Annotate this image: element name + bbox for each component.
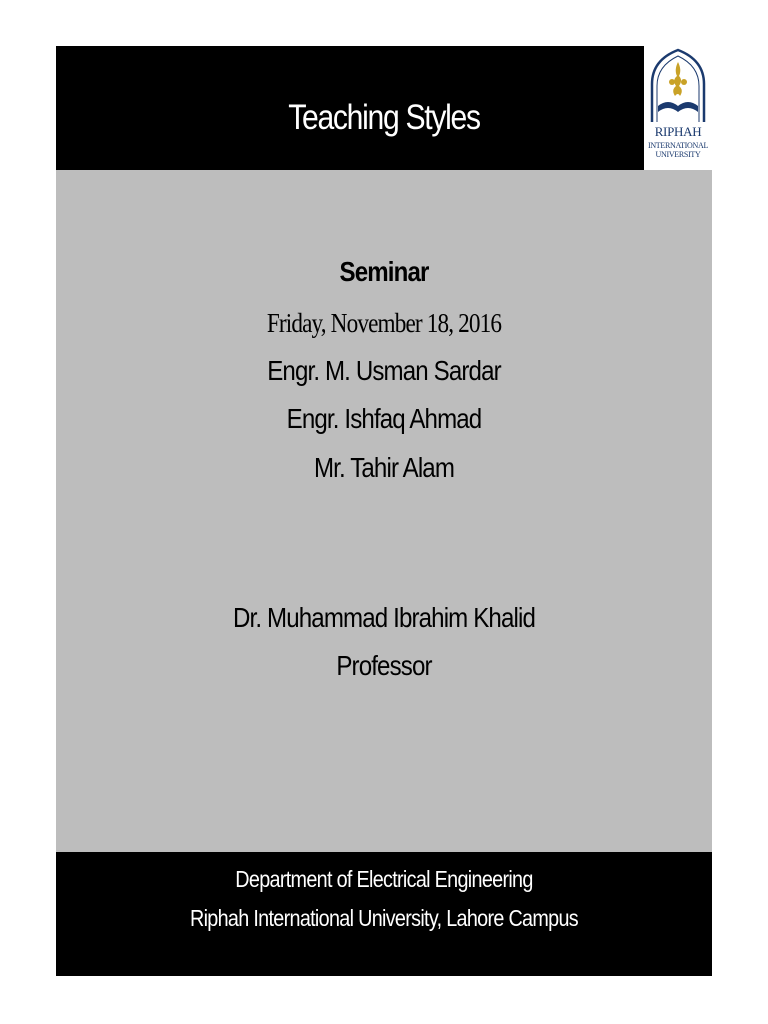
supervisor-name: Dr. Muhammad Ibrahim Khalid xyxy=(233,602,535,633)
event-date: Friday, November 18, 2016 xyxy=(266,308,502,338)
footer-band xyxy=(56,852,712,976)
logo-line-2: UNIVERSITY xyxy=(655,150,701,159)
presenter-2: Engr. Ishfaq Ahmad xyxy=(286,403,482,434)
presenter-3: Mr. Tahir Alam xyxy=(313,452,455,483)
header-band xyxy=(56,46,712,170)
logo-name: RIPHAH xyxy=(654,124,702,139)
event-type: Seminar xyxy=(339,256,429,287)
slide-title: Teaching Styles xyxy=(288,98,480,137)
department-name: Department of Electrical Engineering xyxy=(235,866,533,892)
supervisor-title: Professor xyxy=(336,650,432,681)
logo-line-1: INTERNATIONAL xyxy=(647,141,709,150)
institution-name: Riphah International University, Lahore Campus xyxy=(190,905,578,931)
university-logo xyxy=(644,46,712,170)
slide xyxy=(56,46,712,976)
presenter-1: Engr. M. Usman Sardar xyxy=(267,355,501,386)
riphah-emblem-icon xyxy=(644,46,712,126)
content-area xyxy=(56,170,712,852)
